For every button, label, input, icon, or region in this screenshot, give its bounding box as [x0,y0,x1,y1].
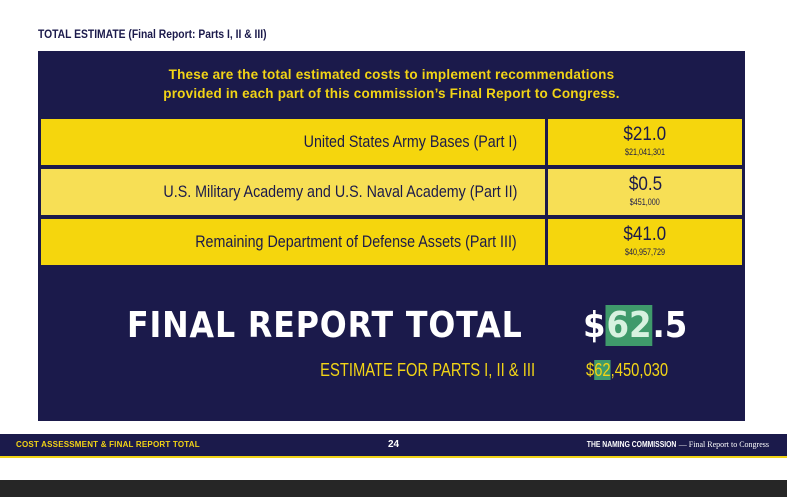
intro-text [38,65,745,103]
total-exact-highlight: 62 [594,360,611,380]
row-amount: $21.0 [623,124,667,145]
page-footer [0,434,787,458]
row-amount: $0.5 [628,174,662,195]
total-exact-prefix: $ [586,360,595,380]
footer-report-name: — Final Report to Congress [676,440,769,449]
row-label-cell [41,169,545,215]
total-amount-prefix: $ [583,305,606,346]
total-amount [583,305,687,346]
page-number: 24 [387,439,400,450]
row-exact-amount: $451,000 [629,197,661,207]
cost-row-part-2 [41,169,742,215]
row-exact-amount: $40,957,729 [624,247,666,257]
total-subtitle: ESTIMATE FOR PARTS I, II & III [320,360,535,380]
footer-section-title: COST ASSESSMENT & FINAL REPORT TOTAL [16,440,200,449]
section-heading: TOTAL ESTIMATE (Final Report: Parts I, II & III) [38,27,267,41]
row-label: Remaining Department of Defense Assets (Part III) [195,232,517,251]
total-exact-amount [586,360,668,381]
viewer-bottom-bar [0,480,787,497]
cost-row-part-3 [41,219,742,265]
cost-row-part-1 [41,119,742,165]
total-amount-highlight: 62 [606,305,652,346]
row-value-cell [548,219,742,265]
row-label-cell [41,119,545,165]
row-label: United States Army Bases (Part I) [303,132,517,151]
total-amount-suffix: .5 [652,305,688,346]
estimate-panel [38,51,745,421]
row-value-cell [548,119,742,165]
total-exact-suffix: ,450,030 [610,360,669,380]
row-label-cell [41,219,545,265]
footer-report-title [571,440,769,449]
total-title: FINAL REPORT TOTAL [127,305,523,346]
row-exact-amount: $21,041,301 [624,147,666,157]
footer-brand: THE NAMING COMMISSION [587,440,677,449]
intro-line-2: provided in each part of this commission’s Final Report to Congress. [163,86,620,101]
intro-line-1: These are the total estimated costs to implement recommendations [168,67,615,82]
row-amount: $41.0 [623,224,667,245]
row-label: U.S. Military Academy and U.S. Naval Academy (Part II) [163,182,517,201]
row-value-cell [548,169,742,215]
